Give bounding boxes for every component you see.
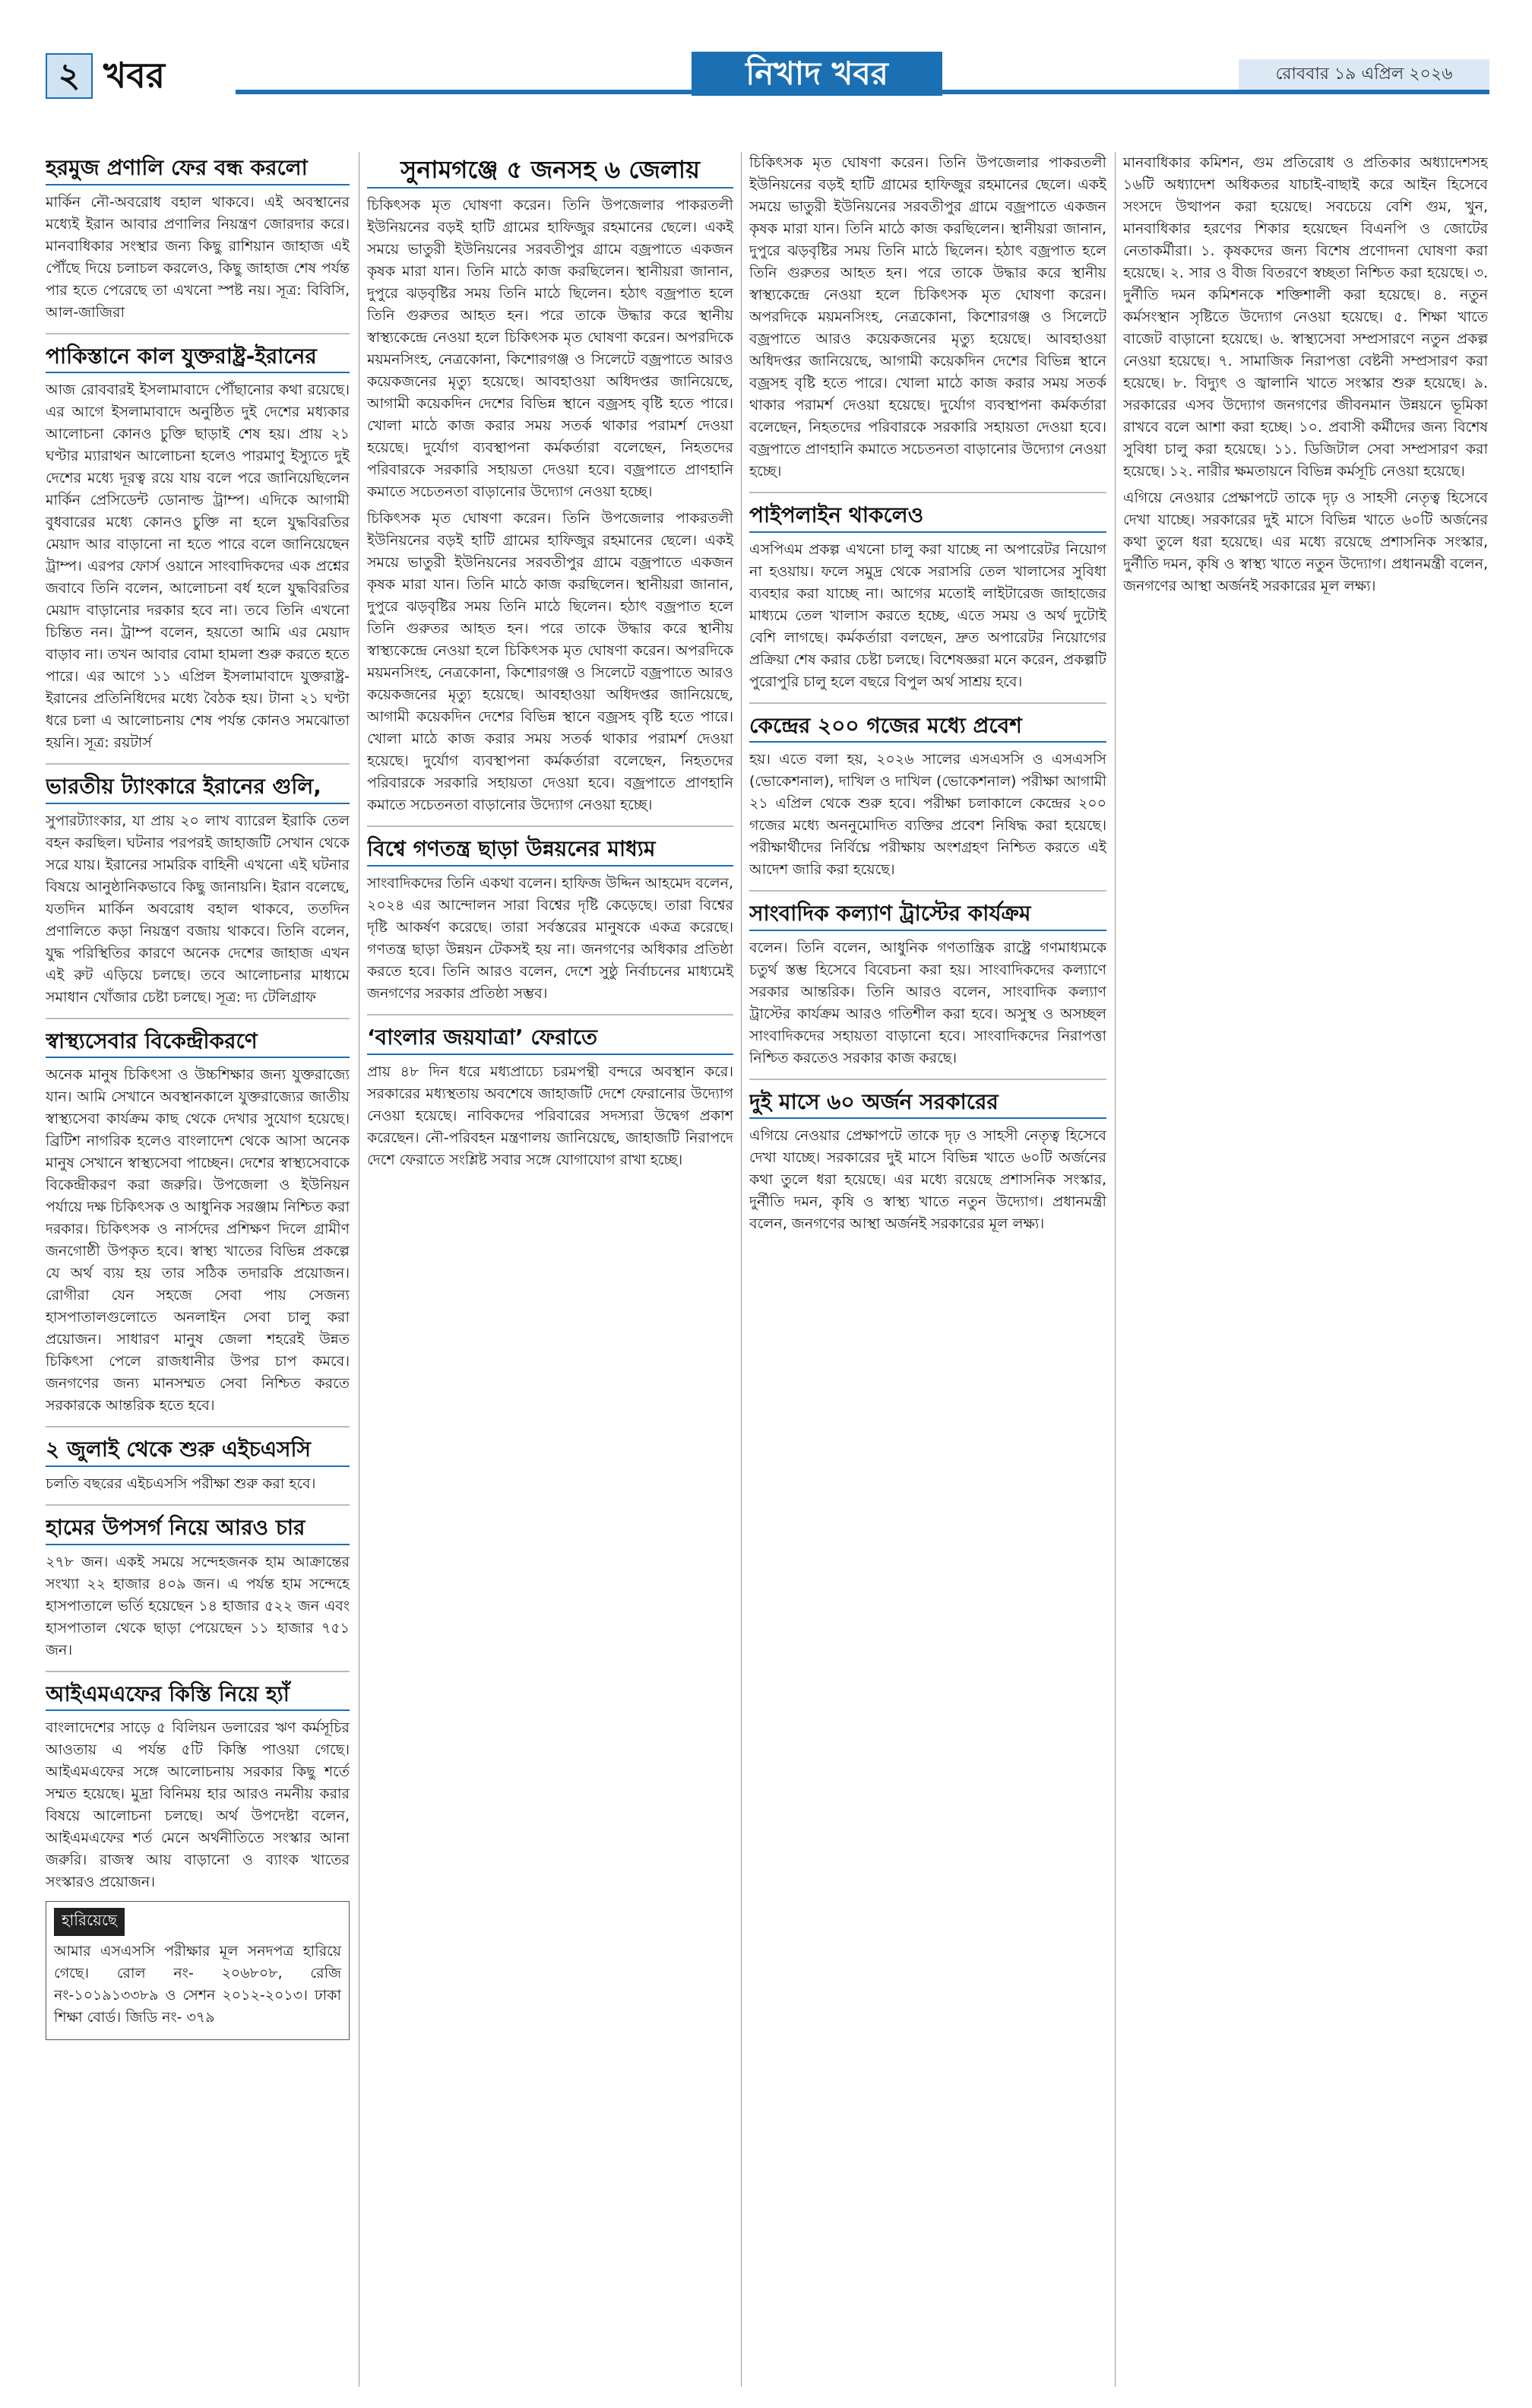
divider	[46, 1426, 350, 1427]
article-body: হয়। এতে বলা হয়, ২০২৬ সালের এসএসসি ও এসএসসি (ভোকেশনাল), দাখিল ও দাখিল (ভোকেশনাল) পরীক্ষা আগামী ২১ এপ্রিল থেকে শুরু হবে। পরীক্ষা চলাকালে কেন্দ্রের ২০০ গজের মধ্যে অননুমোদিত ব্যক্তির প্রবেশ নিষিদ্ধ করা হয়েছে। পরীক্ষার্থীদের নির্বিঘ্নে পরীক্ষায় অংশগ্রহণ নিশ্চিত করতে এই আদেশ জারি করা হয়েছে।	[749, 751, 1106, 879]
headline: ২ জুলাই থেকে শুরু এইচএসসি	[46, 1437, 350, 1467]
divider	[46, 333, 350, 334]
headline: ‘বাংলার জয়যাত্রা’ ফেরাতে	[367, 1025, 733, 1055]
headline: হরমুজ প্রণালি ফের বন্ধ করলো	[46, 155, 350, 185]
article-body: বলেন। তিনি বলেন, আধুনিক গণতান্ত্রিক রাষ্ট্রে গণমাধ্যমকে চতুর্থ স্তম্ভ হিসেবে বিবেচনা করা হয়। সাংবাদিকদের কল্যাণে সরকার আন্তরিক। তিনি আরও বলেন, সাংবাদিক কল্যাণ ট্রাস্টের কার্যক্রম আরও গতিশীল করা হবে। অসুস্থ ও অসচ্ছল সাংবাদিকদের সহায়তা বাড়ানো হবে। সাংবাদিকদের নিরাপত্তা নিশ্চিত করতেও সরকার কাজ করছে।	[749, 939, 1106, 1066]
masthead	[46, 52, 1489, 100]
masthead-title: নিখাদ খবর	[692, 52, 942, 96]
headline: দুই মাসে ৬০ অর্জন সরকারের	[749, 1089, 1106, 1120]
divider	[749, 1079, 1106, 1080]
headline: সুনামগঞ্জে ৫ জনসহ ৬ জেলায়	[367, 155, 733, 189]
column-3	[749, 152, 1106, 2387]
article-body: চলতি বছরের এইচএসসি পরীক্ষা শুরু করা হবে।	[46, 1475, 316, 1492]
headline: ভারতীয় ট্যাংকারে ইরানের গুলি,	[46, 774, 350, 804]
article-body: চিকিৎসক মৃত ঘোষণা করেন। তিনি উপজেলার পাকরতলী ইউনিয়নের বড়ই হাটি গ্রামের হাফিজুর রহমানের ছেলে। একই সময়ে ভাতুরী ইউনিয়নের সরবতীপুর গ্রামে বজ্রপাতে একজন কৃষক মারা যান। তিনি মাঠে কাজ করছিলেন। স্থানীয়রা জানান, দুপুরে ঝড়বৃষ্টির সময় তিনি মাঠে ছিলেন। হঠাৎ বজ্রপাত হলে তিনি গুরুতর আহত হন। পরে তাকে উদ্ধার করে স্থানীয় স্বাস্থ্যকেন্দ্রে নেওয়া হলে চিকিৎসক মৃত ঘোষণা করেন। অপরদিকে ময়মনসিংহ, নেত্রকোনা, কিশোরগঞ্জ ও সিলেটে বজ্রপাতে আরও কয়েকজনের মৃত্যু হয়েছে। আবহাওয়া অধিদপ্তর জানিয়েছে, আগামী কয়েকদিন দেশের বিভিন্ন স্থানে বজ্রসহ বৃষ্টি হতে পারে। খোলা মাঠে কাজ করার সময় সতর্ক থাকার পরামর্শ দেওয়া হয়েছে। দুর্যোগ ব্যবস্থাপনা কর্মকর্তারা বলেছেন, নিহতদের পরিবারকে সরকারি সহায়তা দেওয়া হবে। বজ্রপাতে প্রাণহানি কমাতে সচেতনতা বাড়ানোর উদ্যোগ নেওয়া হচ্ছে।	[367, 197, 733, 501]
divider	[749, 702, 1106, 704]
column-2	[367, 152, 733, 2387]
column-rule	[1115, 152, 1116, 2387]
article-body: চিকিৎসক মৃত ঘোষণা করেন। তিনি উপজেলার পাকরতলী ইউনিয়নের বড়ই হাটি গ্রামের হাফিজুর রহমানের ছেলে। একই সময়ে ভাতুরী ইউনিয়নের সরবতীপুর গ্রামে বজ্রপাতে একজন কৃষক মারা যান। তিনি মাঠে কাজ করছিলেন। স্থানীয়রা জানান, দুপুরে ঝড়বৃষ্টির সময় তিনি মাঠে ছিলেন। হঠাৎ বজ্রপাত হলে তিনি গুরুতর আহত হন। পরে তাকে উদ্ধার করে স্থানীয় স্বাস্থ্যকেন্দ্রে নেওয়া হলে চিকিৎসক মৃত ঘোষণা করেন। অপরদিকে ময়মনসিংহ, নেত্রকোনা, কিশোরগঞ্জ ও সিলেটে বজ্রপাতে আরও কয়েকজনের মৃত্যু হয়েছে। আবহাওয়া অধিদপ্তর জানিয়েছে, আগামী কয়েকদিন দেশের বিভিন্ন স্থানে বজ্রসহ বৃষ্টি হতে পারে। খোলা মাঠে কাজ করার সময় সতর্ক থাকার পরামর্শ দেওয়া হয়েছে। দুর্যোগ ব্যবস্থাপনা কর্মকর্তারা বলেছেন, নিহতদের পরিবারকে সরকারি সহায়তা দেওয়া হবে। বজ্রপাতে প্রাণহানি কমাতে সচেতনতা বাড়ানোর উদ্যোগ নেওয়া হচ্ছে।	[749, 154, 1106, 480]
divider	[46, 1018, 350, 1019]
column-4	[1123, 152, 1488, 2387]
divider	[749, 492, 1106, 493]
column-rule	[741, 152, 742, 2387]
article-body: ২৭৮ জন। একই সময়ে সন্দেহজনক হাম আক্রান্তের সংখ্যা ২২ হাজার ৪০৯ জন। এ পর্যন্ত হাম সন্দেহে হাসপাতালে ভর্তি হয়েছেন ১৪ হাজার ৫২২ জন এবং হাসপাতাল থেকে ছাড়া পেয়েছেন ১১ হাজার ৭৫১ জন।	[46, 1553, 350, 1659]
article-body: আজ রোববারই ইসলামাবাদে পৌঁছানোর কথা রয়েছে। এর আগে ইসলামাবাদে অনুষ্ঠিত দুই দেশের মধ্যকার আলোচনা কোনও চুক্তি ছাড়াই শেষ হয়। প্রায় ২১ ঘণ্টার ম্যারাথন আলোচনা হলেও পারমাণু ইস্যুতে দুই দেশের মধ্যে দূরত্ব রয়ে যায় বলে পরে জানিয়েছিলেন মার্কিন প্রেসিডেন্ট ডোনাল্ড ট্রাম্প। এদিকে আগামী বুধবারের মধ্যে কোনও চুক্তি না হলে যুদ্ধবিরতির মেয়াদ আর বাড়ানো না হতে পারে বলে জানিয়েছেন ট্রাম্প। এরপর ফোর্স ওয়ানে সাংবাদিকদের এক প্রশ্নের জবাবে তিনি বলেন, আলোচনা বর্ধ হলে যুদ্ধবিরতির মেয়াদ বাড়ানোর দরকার হবে না। তবে তিনি এখনো চিন্তিত নন। ট্রাম্প বলেন, হয়তো আমি এর মেয়াদ বাড়াব না। তখন আবার বোমা হামলা শুরু করতে হতে পারে। এর আগে ১১ এপ্রিল ইসলামাবাদে যুক্তরাষ্ট্র-ইরানের প্রতিনিধিদের মধ্যে বৈঠক হয়। টানা ২১ ঘণ্টা ধরে চলা এ আলোচনায় শেষ পর্যন্ত কোনও সমঝোতা হয়নি। সূত্র: রয়টার্স	[46, 382, 350, 752]
article-body: এসপিএম প্রকল্প এখনো চালু করা যাচ্ছে না অপারেটর নিয়োগ না হওয়ায়। ফলে সমুদ্র থেকে সরাসরি তেল খালাসের সুবিধা ব্যবহার করা যাচ্ছে না। আগের মতোই লাইটারেজ জাহাজের মাধ্যমে তেল খালাস করতে হচ্ছে, এতে সময় ও অর্থ দুটোই বেশি লাগছে। কর্মকর্তারা বলছেন, দ্রুত অপারেটর নিয়োগের প্রক্রিয়া শেষ করার চেষ্টা চলছে। বিশেষজ্ঞরা মনে করেন, প্রকল্পটি পুরোপুরি চালু হলে বছরে বিপুল অর্থ সাশ্রয় হবে।	[749, 540, 1106, 690]
article-body: অনেক মানুষ চিকিৎসা ও উচ্চশিক্ষার জন্য যুক্তরাজ্যে যান। আমি সেখানে অবস্থানকালে যুক্তরাজ্যের জাতীয় স্বাস্থ্যসেবা কার্যক্রম কাছ থেকে দেখার সুযোগ হয়েছে। ব্রিটিশ নাগরিক হলেও বাংলাদেশ থেকে আসা অনেক মানুষ সেখানে স্বাস্থ্যসেবা পাচ্ছেন। দেশের স্বাস্থ্যসেবাকে বিকেন্দ্রীকরণ করা জরুরি। উপজেলা ও ইউনিয়ন পর্যায়ে দক্ষ চিকিৎসক ও আধুনিক সরঞ্জাম নিশ্চিত করা দরকার। চিকিৎসক ও নার্সদের প্রশিক্ষণ দিলে গ্রামীণ জনগোষ্ঠী উপকৃত হবে। স্বাস্থ্য খাতের বিভিন্ন প্রকল্পে যে অর্থ ব্যয় হয় তার সঠিক তদারকি প্রয়োজন। রোগীরা যেন সহজে সেবা পায় সেজন্য হাসপাতালগুলোতে অনলাইন সেবা চালু করা প্রয়োজন। সাধারণ মানুষ জেলা শহরেই উন্নত চিকিৎসা পেলে রাজধানীর উপর চাপ কমবে। জনগণের জন্য মানসম্মত সেবা নিশ্চিত করতে সরকারকে আন্তরিক হতে হবে।	[46, 1066, 350, 1415]
headline: কেন্দ্রের ২০০ গজের মধ্যে প্রবেশ	[749, 713, 1106, 743]
column-1	[46, 152, 350, 2387]
article-body: মার্কিন নৌ-অবরোধ বহাল থাকবে। এই অবস্থানের মধ্যেই ইরান আবার প্রণালির নিয়ন্ত্রণ জোরদার করে। মানবাধিকার সংস্থার জন্য কিছু রাশিয়ান জাহাজ এই পৌঁছে দিয়ে চলাচল করলেও, কিছু জাহাজ শেষ পর্যন্ত পার হতে পেরেছে তা এখনো স্পষ্ট নয়। সূত্র: বিবিসি, আল-জাজিরা	[46, 193, 350, 321]
article-body: মানবাধিকার কমিশন, গুম প্রতিরোধ ও প্রতিকার অধ্যাদেশসহ ১৬টি অধ্যাদেশ অধিকতর যাচাই-বাছাই করে আইন হিসেবে সংসদে উত্থাপন করা হয়েছে। সবচেয়ে বেশি গুম, খুন, মানবাধিকার হরণের শিকার হয়েছেন বিএনপি ও জোটের নেতাকর্মীরা। ১. কৃষকদের জন্য বিশেষ প্রণোদনা ঘোষণা করা হয়েছে। ২. সার ও বীজ বিতরণে স্বচ্ছতা নিশ্চিত করা হয়েছে। ৩. দুর্নীতি দমন কমিশনকে শক্তিশালী করা হয়েছে। ৪. নতুন কর্মসংস্থান সৃষ্টিতে উদ্যোগ নেওয়া হয়েছে। ৫. শিক্ষা খাতে বাজেট বাড়ানো হয়েছে। ৬. স্বাস্থ্যসেবা সম্প্রসারণে নতুন প্রকল্প নেওয়া হয়েছে। ৭. সামাজিক নিরাপত্তা বেষ্টনী সম্প্রসারণ করা হয়েছে। ৮. বিদ্যুৎ ও জ্বালানি খাতে সংস্কার শুরু হয়েছে। ৯. সরকারের এসব উদ্যোগ জনগণের জীবনমান উন্নয়নে ভূমিকা রাখবে বলে আশা করা হচ্ছে। ১০. প্রবাসী কর্মীদের জন্য বিশেষ সুবিধা চালু করা হয়েছে। ১১. ডিজিটাল সেবা সম্প্রসারণ করা হয়েছে। ১২. নারীর ক্ষমতায়নে বিভিন্ন কর্মসূচি নেওয়া হয়েছে।	[1123, 154, 1488, 480]
headline: বিশ্বে গণতন্ত্র ছাড়া উন্নয়নের মাধ্যম	[367, 836, 733, 867]
divider	[367, 1014, 733, 1015]
classified-body: আমার এসএসসি পরীক্ষার মূল সনদপত্র হারিয়ে গেছে। রোল নং- ২০৬৮০৮, রেজি নং-১০১৯১৩৩৮৯ ও সেশন ২০১২-২০১৩। ঢাকা শিক্ষা বোর্ড। জিডি নং- ৩৭৯	[54, 1943, 341, 2026]
page-number: ২	[46, 53, 93, 99]
headline: হামের উপসর্গ নিয়ে আরও চার	[46, 1515, 350, 1545]
headline: স্বাস্থ্যসেবার বিকেন্দ্রীকরণে	[46, 1028, 350, 1059]
headline: পাকিস্তানে কাল যুক্তরাষ্ট্র-ইরানের	[46, 344, 350, 374]
article-body: বাংলাদেশের সাড়ে ৫ বিলিয়ন ডলারের ঋণ কর্মসূচির আওতায় এ পর্যন্ত ৫টি কিস্তি পাওয়া গেছে। আইএমএফের সঙ্গে আলোচনায় সরকার কিছু শর্তে সম্মত হয়েছে। মুদ্রা বিনিময় হার আরও নমনীয় করার বিষয়ে আলোচনা চলছে। অর্থ উপদেষ্টা বলেন, আইএমএফের শর্ত মেনে অর্থনীতিতে সংস্কার আনা জরুরি। রাজস্ব আয় বাড়ানো ও ব্যাংক খাতের সংস্কারও প্রয়োজন।	[46, 1719, 350, 1891]
headline: সাংবাদিক কল্যাণ ট্রাস্টের কার্যক্রম	[749, 901, 1106, 931]
divider	[46, 763, 350, 765]
divider	[46, 1504, 350, 1506]
article-body: চিকিৎসক মৃত ঘোষণা করেন। তিনি উপজেলার পাকরতলী ইউনিয়নের বড়ই হাটি গ্রামের হাফিজুর রহমানের ছেলে। একই সময়ে ভাতুরী ইউনিয়নের সরবতীপুর গ্রামে বজ্রপাতে একজন কৃষক মারা যান। তিনি মাঠে কাজ করছিলেন। স্থানীয়রা জানান, দুপুরে ঝড়বৃষ্টির সময় তিনি মাঠে ছিলেন। হঠাৎ বজ্রপাত হলে তিনি গুরুতর আহত হন। পরে তাকে উদ্ধার করে স্থানীয় স্বাস্থ্যকেন্দ্রে নেওয়া হলে চিকিৎসক মৃত ঘোষণা করেন। অপরদিকে ময়মনসিংহ, নেত্রকোনা, কিশোরগঞ্জ ও সিলেটে বজ্রপাতে আরও কয়েকজনের মৃত্যু হয়েছে। আবহাওয়া অধিদপ্তর জানিয়েছে, আগামী কয়েকদিন দেশের বিভিন্ন স্থানে বজ্রসহ বৃষ্টি হতে পারে। খোলা মাঠে কাজ করার সময় সতর্ক থাকার পরামর্শ দেওয়া হয়েছে। দুর্যোগ ব্যবস্থাপনা কর্মকর্তারা বলেছেন, নিহতদের পরিবারকে সরকারি সহায়তা দেওয়া হবে। বজ্রপাতে প্রাণহানি কমাতে সচেতনতা বাড়ানোর উদ্যোগ নেওয়া হচ্ছে।	[367, 510, 733, 814]
section-name: খবর	[103, 55, 166, 96]
classified-box	[46, 1901, 350, 2040]
article-body: সুপারট্যাংকার, যা প্রায় ২০ লাখ ব্যারেল ইরাকি তেল বহন করছিল। ঘটনার পরপরই জাহাজটি সেখান থেকে সরে যায়। ইরানের সামরিক বাহিনী এখনো এই ঘটনার বিষয়ে আনুষ্ঠানিকভাবে কিছু জানায়নি। ইরান বলেছে, যতদিন মার্কিন অবরোধ বহাল থাকবে, ততদিন প্রণালিতে কড়া নিয়ন্ত্রণ বজায় থাকবে। তিনি বলেন, যুদ্ধ পরিস্থিতির কারণে অনেক দেশের জাহাজ এখন এই রুট এড়িয়ে চলছে। তবে আলোচনার মাধ্যমে সমাধান খোঁজার চেষ্টা চলছে। সূত্র: দ্য টেলিগ্রাফ	[46, 812, 350, 1006]
headline: পাইপলাইন থাকলেও	[749, 502, 1106, 533]
divider	[749, 890, 1106, 892]
headline: আইএমএফের কিস্তি নিয়ে হ্যাঁ	[46, 1681, 350, 1712]
article-body: এগিয়ে নেওয়ার প্রেক্ষাপটে তাকে দৃঢ় ও সাহসী নেতৃত্ব হিসেবে দেখা যাচ্ছে। সরকারের দুই মাসে বিভিন্ন খাতে ৬০টি অর্জনের কথা তুলে ধরা হয়েছে। এর মধ্যে রয়েছে প্রশাসনিক সংস্কার, দুর্নীতি দমন, কৃষি ও স্বাস্থ্য খাতে নতুন উদ্যোগ। প্রধানমন্ত্রী বলেন, জনগণের আস্থা অর্জনই সরকারের মূল লক্ষ্য।	[749, 1127, 1106, 1233]
classified-title: হারিয়েছে	[54, 1908, 125, 1936]
article-body: এগিয়ে নেওয়ার প্রেক্ষাপটে তাকে দৃঢ় ও সাহসী নেতৃত্ব হিসেবে দেখা যাচ্ছে। সরকারের দুই মাসে বিভিন্ন খাতে ৬০টি অর্জনের কথা তুলে ধরা হয়েছে। এর মধ্যে রয়েছে প্রশাসনিক সংস্কার, দুর্নীতি দমন, কৃষি ও স্বাস্থ্য খাতে নতুন উদ্যোগ। প্রধানমন্ত্রী বলেন, জনগণের আস্থা অর্জনই সরকারের মূল লক্ষ্য।	[1123, 490, 1488, 594]
divider	[46, 1671, 350, 1672]
divider	[367, 825, 733, 827]
issue-date: রোববার ১৯ এপ্রিল ২০২৬	[1239, 59, 1489, 90]
article-body: প্রায় ৪৮ দিন ধরে মধ্যপ্রাচ্যে চরমপন্থী বন্দরে অবস্থান করে। সরকারের মধ্যস্থতায় অবশেষে জাহাজটি দেশে ফেরানোর উদ্যোগ নেওয়া হয়েছে। নাবিকদের পরিবারের সদস্যরা উদ্বেগ প্রকাশ করেছেন। নৌ-পরিবহন মন্ত্রণালয় জানিয়েছে, জাহাজটি নিরাপদে দেশে ফেরাতে সংশ্লিষ্ট সবার সঙ্গে যোগাযোগ রাখা হচ্ছে।	[367, 1063, 733, 1168]
article-body: সাংবাদিকদের তিনি একথা বলেন। হাফিজ উদ্দিন আহমেদ বলেন, ২০২৪ এর আন্দোলন সারা বিশ্বের দৃষ্টি কেড়েছে। তারা বিশ্বের দৃষ্টি আকর্ষণ করেছে। তারা সর্বস্তরের মানুষকে একত্র করেছে। গণতন্ত্র ছাড়া উন্নয়ন টেকসই হয় না। জনগণের অধিকার প্রতিষ্ঠা করতে হবে। তিনি আরও বলেন, দেশে সুষ্ঠু নির্বাচনের মাধ্যমেই জনগণের সরকার প্রতিষ্ঠা সম্ভব।	[367, 874, 733, 1002]
